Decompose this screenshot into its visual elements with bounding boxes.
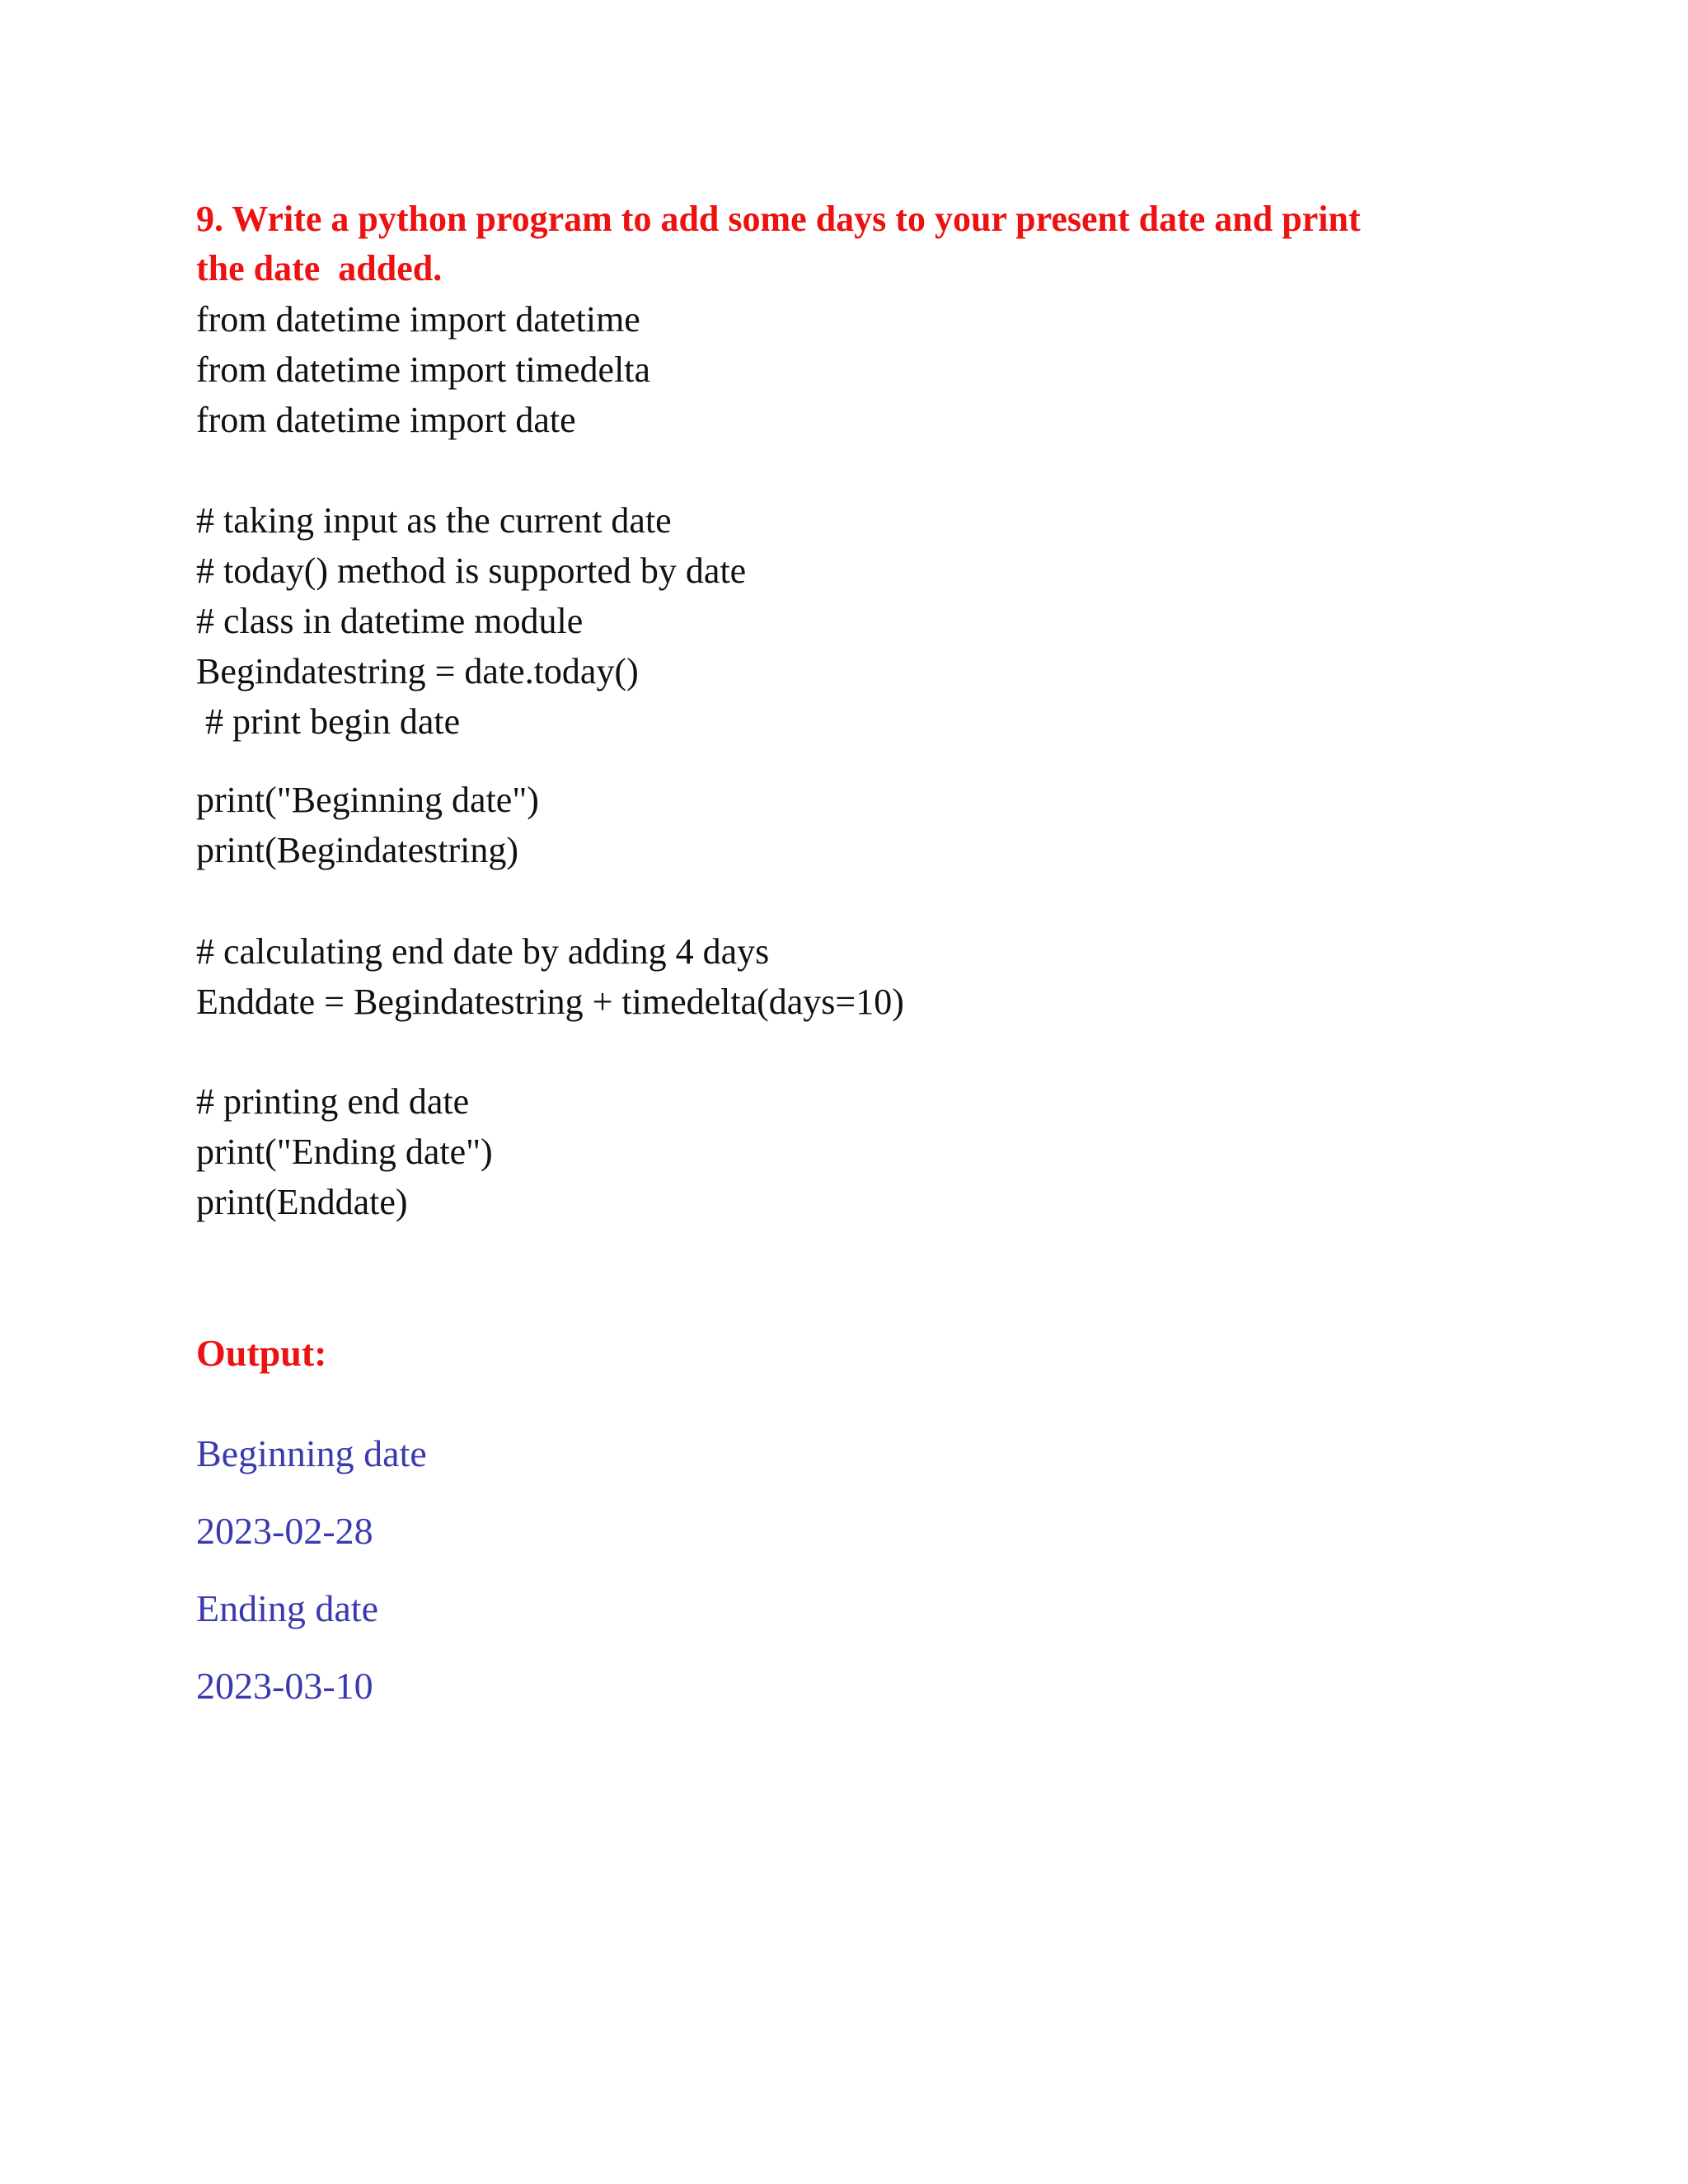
- code-line-import-date: from datetime import date: [196, 400, 576, 440]
- code-comment-current-date: # taking input as the current date: [196, 500, 672, 541]
- code-line-begin-assign: Begindatestring = date.today(): [196, 651, 639, 691]
- code-line-end-assign: Enddate = Begindatestring + timedelta(days=10): [196, 982, 904, 1022]
- output-line-end-date: 2023-03-10: [196, 1665, 373, 1707]
- output-line-beginning-label: Beginning date: [196, 1432, 427, 1474]
- question-title-line-1: 9. Write a python program to add some days to your present date and print: [196, 199, 1361, 239]
- code-line-import-datetime: from datetime import datetime: [196, 299, 640, 340]
- code-comment-print-end: # printing end date: [196, 1081, 470, 1122]
- output-line-ending-label: Ending date: [196, 1587, 378, 1629]
- code-line-print-beginning-label: print("Beginning date"): [196, 780, 539, 820]
- code-comment-today-method: # today() method is supported by date: [196, 551, 747, 591]
- output-heading: Output:: [196, 1332, 327, 1374]
- code-line-print-begin-value: print(Begindatestring): [196, 830, 519, 870]
- code-comment-class-module: # class in datetime module: [196, 601, 584, 641]
- output-line-begin-date: 2023-02-28: [196, 1510, 373, 1552]
- code-line-print-end-value: print(Enddate): [196, 1182, 408, 1222]
- code-comment-print-begin: # print begin date: [196, 701, 461, 742]
- code-line-print-ending-label: print("Ending date"): [196, 1132, 493, 1172]
- code-comment-calc-end: # calculating end date by adding 4 days: [196, 931, 770, 972]
- code-line-import-timedelta: from datetime import timedelta: [196, 349, 651, 390]
- question-title-line-2: the date added.: [196, 248, 443, 288]
